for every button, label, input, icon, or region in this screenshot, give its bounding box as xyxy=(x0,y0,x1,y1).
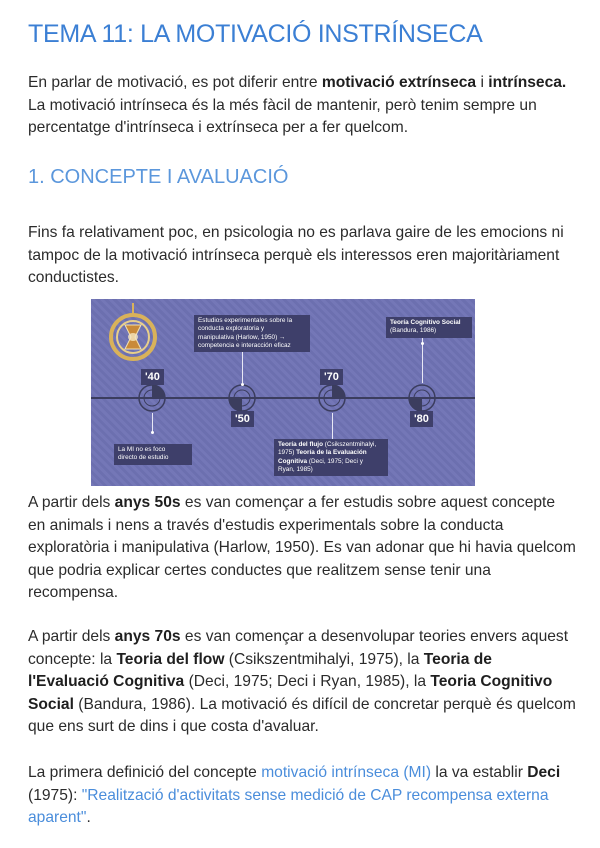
dot-80 xyxy=(421,342,424,345)
intro-bold-intrinseca: intrínseca. xyxy=(488,74,567,91)
section-title: 1. CONCEPTE I AVALUACIÓ xyxy=(28,166,289,188)
box-70s-text-3: (Deci, 1975; Deci y xyxy=(307,457,363,465)
year-label-80: '80 xyxy=(410,411,433,427)
para4-text-4: . xyxy=(86,809,91,826)
year-label-40: '40 xyxy=(141,369,164,385)
box-70s-bold-1: Teoría del flujo xyxy=(278,441,323,448)
box-80s-line-1: Teoría Cognitivo Social xyxy=(390,319,461,326)
timeline-box-40s xyxy=(114,444,192,465)
para3-text-2: es van començar a desenvolupar teories envers aquest concepte: la xyxy=(28,628,569,668)
paragraph-4 xyxy=(28,762,576,830)
intro-bold-extrinseca: motivació extrínseca xyxy=(321,74,477,91)
timeline-box-70s xyxy=(274,439,388,476)
paragraph-2 xyxy=(28,492,576,605)
term-motivacio-intrinseca: motivació intrínseca (MI) xyxy=(261,764,432,781)
page-title: TEMA 11: LA MOTIVACIÓ INSTRÍNSECA xyxy=(28,20,483,48)
intro-text-3: La motivació intrínseca és la més fàcil de mantenir, però tenim sempre un percentatge d'intrínseca i extrínseca per a fer quelcom. xyxy=(28,96,537,136)
para3-text-4: (Deci, 1975; Deci i Ryan, 1985), la xyxy=(184,673,431,690)
para4-text-3: (1975): xyxy=(28,786,82,804)
box-40s-line-2: directo de estudio xyxy=(118,454,169,462)
definition-quote: "Realització d'activitats sense medició de CAP recompensa externa aparent" xyxy=(28,786,549,826)
timeline-box-80s xyxy=(386,317,472,338)
year-label-70: '70 xyxy=(320,369,343,385)
dot-50 xyxy=(241,383,244,386)
timeline-node-40 xyxy=(137,383,167,413)
para2-text-1: A partir dels xyxy=(28,494,115,511)
para3-bold-2: Teoria del flow xyxy=(116,650,225,668)
para2-text-2: es van començar a fer estudis sobre aquest concepte en animals i nens a través d'estudis experimentals sobre la conducta exploratòria i manipulativa (Harlow, 1950). Es van adonar que hi havia quelcom que podria explicar certes conductes que realitzem sense tenir una recompensa. xyxy=(28,494,576,601)
intro-paragraph xyxy=(28,72,576,140)
para3-text-3: (Csikszentmihalyi, 1975), la xyxy=(224,650,424,668)
para4-text-2: la va establir xyxy=(431,764,528,781)
intro-text-1: En parlar de motivació, es pot diferir entre xyxy=(28,74,322,91)
box-70s-text-1: (Csikszentmihalyi, xyxy=(322,441,377,448)
timeline-node-70 xyxy=(317,383,347,413)
timeline-node-80 xyxy=(407,383,437,413)
timeline-figure xyxy=(91,299,475,486)
box-70s-bold-3: Cognitiva xyxy=(278,457,308,465)
box-40s-line-1: La MI no es foco xyxy=(118,446,166,453)
para3-bold-3: Teoria de l'Evaluació Cognitiva xyxy=(28,650,492,690)
paragraph-1: Fins fa relativament poc, en psicologia no es parlava gaire de les emocions ni tampoc de la motivació intrínseca perquè els interessos eren majoritàriament conductistes. xyxy=(28,224,564,286)
box-50s-line-2: conducta exploratoria y xyxy=(198,325,265,333)
box-70s-text-2: 1975) xyxy=(278,449,297,457)
year-label-50: '50 xyxy=(231,411,254,427)
box-80s-line-2: (Bandura, 1986) xyxy=(390,327,437,335)
paragraph-3 xyxy=(28,626,576,739)
timeline-box-50s xyxy=(194,315,310,352)
para2-bold-1: anys 50s xyxy=(114,494,181,511)
box-50s-line-3: manipulativa (Harlow, 1950) → xyxy=(198,333,286,341)
stem-40 xyxy=(152,413,153,433)
box-50s-line-1: Estudios experimentales sobre la xyxy=(198,317,293,324)
para3-bold-4: Teoria Cognitivo Social xyxy=(28,673,553,713)
dot-40 xyxy=(151,431,154,434)
box-70s-text-4: Ryan, 1985) xyxy=(278,465,313,473)
para3-text-1: A partir dels xyxy=(28,628,115,645)
timeline-node-50 xyxy=(227,383,257,413)
stem-70 xyxy=(332,413,333,439)
box-50s-line-4: competencia e interacción eficaz xyxy=(198,341,291,349)
hourglass-icon xyxy=(105,303,161,367)
box-70s-bold-2: Teoría de la Evaluación xyxy=(296,449,367,457)
para3-bold-1: anys 70s xyxy=(114,628,181,645)
para3-text-5: (Bandura, 1986). La motivació és difícil de concretar perquè és quelcom que ens surt de dins i que costa d'avaluar. xyxy=(28,695,576,735)
para4-bold-deci: Deci xyxy=(527,764,561,781)
para4-text-1: La primera definició del concepte xyxy=(28,764,262,781)
intro-text-2: i xyxy=(476,74,489,91)
